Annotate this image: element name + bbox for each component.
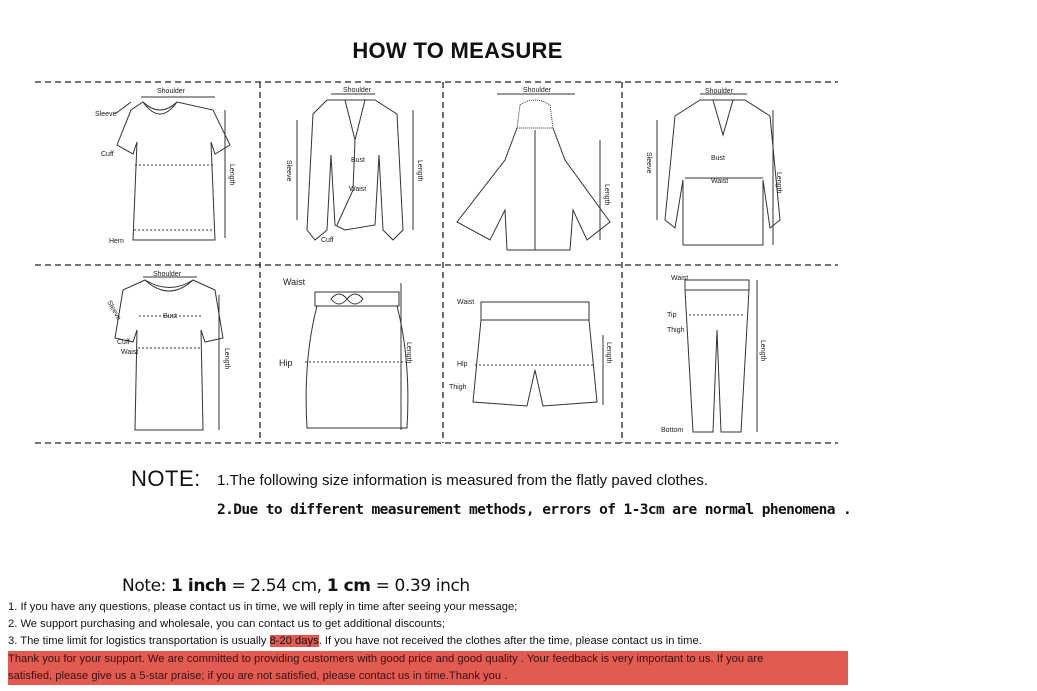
label-length-5: Length (223, 348, 230, 370)
conversion-inch: 1 inch (170, 576, 227, 596)
conversion-mid: = 2.54 cm, (226, 576, 327, 596)
label-length-8: Length (759, 340, 766, 362)
info-line-2: 2. We support purchasing and wholesale, you can contact us to get additional discounts; (8, 618, 446, 630)
label-waist-8: Waist (671, 275, 689, 282)
label-sleeve-2: Sleeve (285, 160, 292, 182)
shorts-diagram (473, 302, 603, 406)
conversion-suffix: = 0.39 inch (370, 576, 470, 596)
tshirt-diagram (115, 97, 230, 240)
thank-you-line-1: Thank you for your support. We are committed to providing customers with good price and good quality . Your feedback is very important to us. If you are (8, 653, 764, 665)
thank-you-line-2: satisfied, please give us a 5-star praise; if you are not satisfied, please contact us in time.Thank you . (8, 670, 508, 682)
info-line-3 (8, 635, 702, 647)
label-shoulder-5: Shoulder (153, 271, 182, 278)
info-line-1: 1. If you have any questions, please contact us in time, we will reply in time after seeing your message; (8, 601, 518, 613)
conversion-cm: 1 cm (326, 576, 371, 596)
label-sleeve-1: Sleeve (95, 111, 117, 118)
note-item-1: 1.The following size information is measured from the flatly paved clothes. (217, 472, 709, 489)
skirt-diagram (305, 283, 409, 430)
label-shoulder-2: Shoulder (343, 87, 372, 94)
label-thigh-8: Thigh (667, 327, 685, 334)
label-cuff-2: Cuff (321, 237, 334, 244)
label-length-2: Length (416, 160, 423, 182)
label-cuff-1: Cuff (101, 151, 114, 158)
page-title: HOW TO MEASURE (352, 38, 563, 63)
label-bottom-8: Bottom (661, 427, 684, 434)
grid-dividers (35, 82, 838, 443)
label-bust-5: Bust (163, 313, 178, 320)
label-hip-6: Hip (279, 358, 293, 368)
blazer-diagram (297, 94, 413, 240)
label-hip-7: Hip (457, 361, 468, 368)
note-item-2: 2.Due to different measurement methods, errors of 1-3cm are normal phenomena . (217, 502, 852, 518)
label-waist-4: Waist (711, 178, 729, 185)
label-sleeve-4: Sleeve (645, 152, 652, 174)
label-length-1: Length (228, 164, 235, 186)
info-line-3-end: . If you have not received the clothes after the time, please contact us in time. (318, 635, 702, 647)
label-thigh-7: Thigh (449, 384, 467, 391)
label-sleeve-5: Sleeve (105, 299, 123, 322)
info-line-3-start: 3. The time limit for logistics transportation is usually (8, 635, 270, 647)
delivery-days-highlight: 8-20 days (269, 635, 319, 647)
label-waist-6: Waist (283, 277, 306, 287)
label-waist-2: Waist (349, 186, 367, 193)
label-length-7: Length (605, 342, 612, 364)
trousers-diagram (685, 280, 757, 432)
conversion-prefix: Note: (122, 576, 171, 596)
label-waist-7: Waist (457, 299, 475, 306)
label-hem-1: Hem (109, 238, 124, 245)
label-length-6: Length (405, 342, 412, 364)
label-length-3: Length (603, 184, 610, 206)
label-bust-2: Bust (351, 157, 366, 164)
coat-diagram (657, 94, 780, 245)
unit-conversion (122, 576, 470, 596)
label-shoulder-1: Shoulder (157, 88, 186, 95)
cape-diagram (457, 94, 610, 250)
label-cuff-5: Cuff (117, 339, 130, 346)
label-bust-4: Bust (711, 155, 726, 162)
label-length-4: Length (775, 172, 782, 194)
measurement-diagram-grid (35, 80, 840, 450)
note-heading: NOTE: (131, 466, 201, 491)
label-shoulder-4: Shoulder (705, 88, 734, 95)
label-tip-8: Tip (667, 312, 677, 319)
label-waist-5: Waist (121, 349, 139, 356)
label-shoulder-3: Shoulder (523, 87, 552, 94)
